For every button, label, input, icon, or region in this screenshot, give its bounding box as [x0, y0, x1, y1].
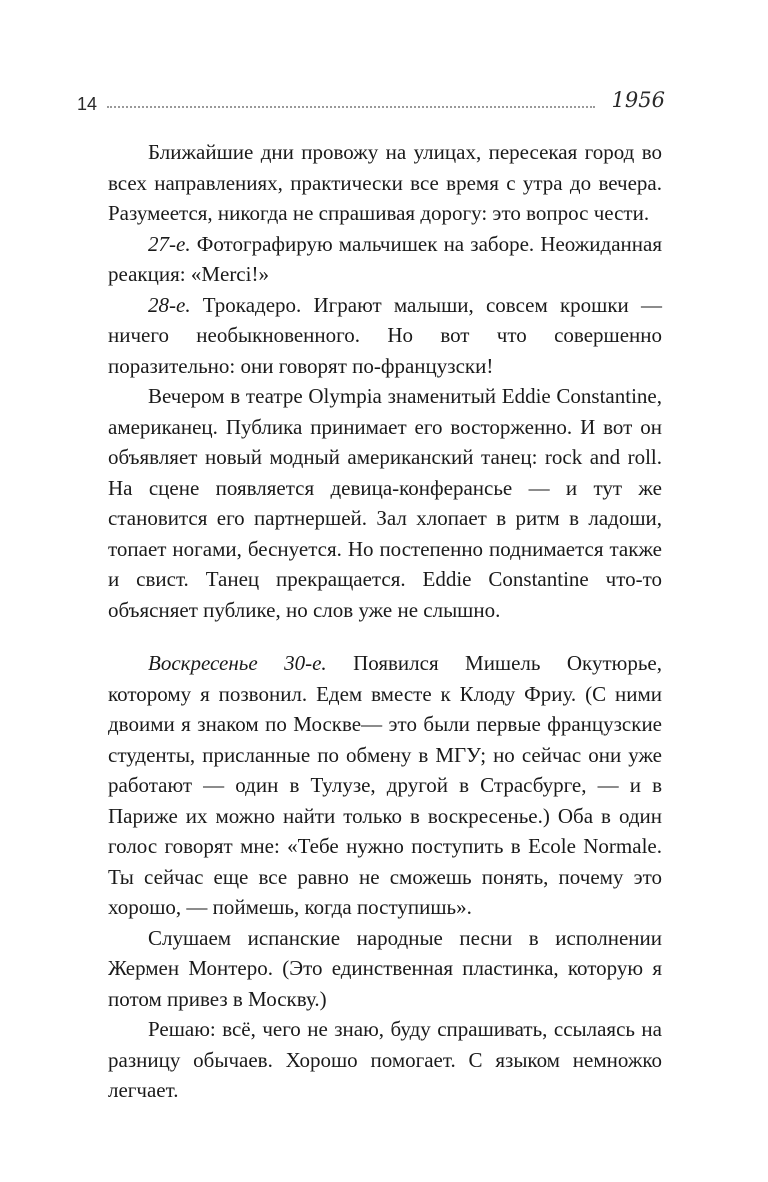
entry-date: Воскресенье 30-е.	[148, 651, 327, 675]
page-header	[77, 88, 665, 124]
paragraph	[108, 923, 662, 1015]
diary-entry	[108, 229, 662, 290]
paragraph	[108, 1014, 662, 1106]
paragraph-text: Вечером в театре Olympia знаменитый Eddie Constantine, американец. Публика принимает его восторженно. И вот он объявляет новый модный американский танец: rock and roll. На сцене появляется девица-конферансье — и тут же становится его партнершей. Зал хлопает в ритм в ладоши, топает ногами, беснуется. Но постепенно поднимается также и свист. Танец прекращается. Eddie Constantine что-то объясняет публике, но слов уже не слышно.	[108, 384, 662, 622]
paragraph	[108, 137, 662, 229]
paragraph	[108, 381, 662, 625]
paragraph-text: Трокадеро. Играют малыши, совсем крошки — ничего необыкновенного. Но вот что совершенно поразительно: они говорят по-французски!	[108, 292, 662, 378]
page-number: 14	[77, 94, 98, 114]
paragraph-text: Фотографирую мальчишек на заборе. Неожиданная реакция: «Merci!»	[108, 231, 662, 286]
entry-date: 27-е.	[148, 231, 191, 256]
paragraph-text: Ближайшие дни провожу на улицах, пересекая город во всех направлениях, практически все время с утра до вечера. Разумеется, никогда не спрашивая дорогу: это вопрос чести.	[108, 140, 662, 225]
diary-entry	[108, 648, 662, 923]
body-text	[108, 137, 662, 1106]
paragraph-text: Появился Мишель Окутюрье, которому я позвонил. Едем вместе к Клоду Фриу. (С ними двоими я знаком по Москве— это были первые французские студенты, присланные по обмену в МГУ; но сейчас они уже работают — один в Тулузе, другой в Страсбурге, — и в Париже их можно найти только в воскресенье.) Оба в один голос говорят мне: «Тебе нужно поступить в Ecole Normale. Ты сейчас еще все равно не сможешь понять, почему это хорошо, — поймешь, когда поступишь».	[108, 651, 662, 919]
entry-date: 28-е.	[148, 292, 191, 317]
diary-entry	[108, 290, 662, 382]
dotted-leader	[107, 106, 595, 108]
paragraph-text: Решаю: всё, чего не знаю, буду спрашивать, ссылаясь на разницу обычаев. Хорошо помогает. С языком немножко легчает.	[108, 1017, 662, 1102]
paragraph-text: Слушаем испанские народные песни в исполнении Жермен Монтеро. (Это единственная пластинка, которую я потом привез в Москву.)	[108, 925, 662, 1011]
running-head-year: 1956	[611, 88, 665, 112]
